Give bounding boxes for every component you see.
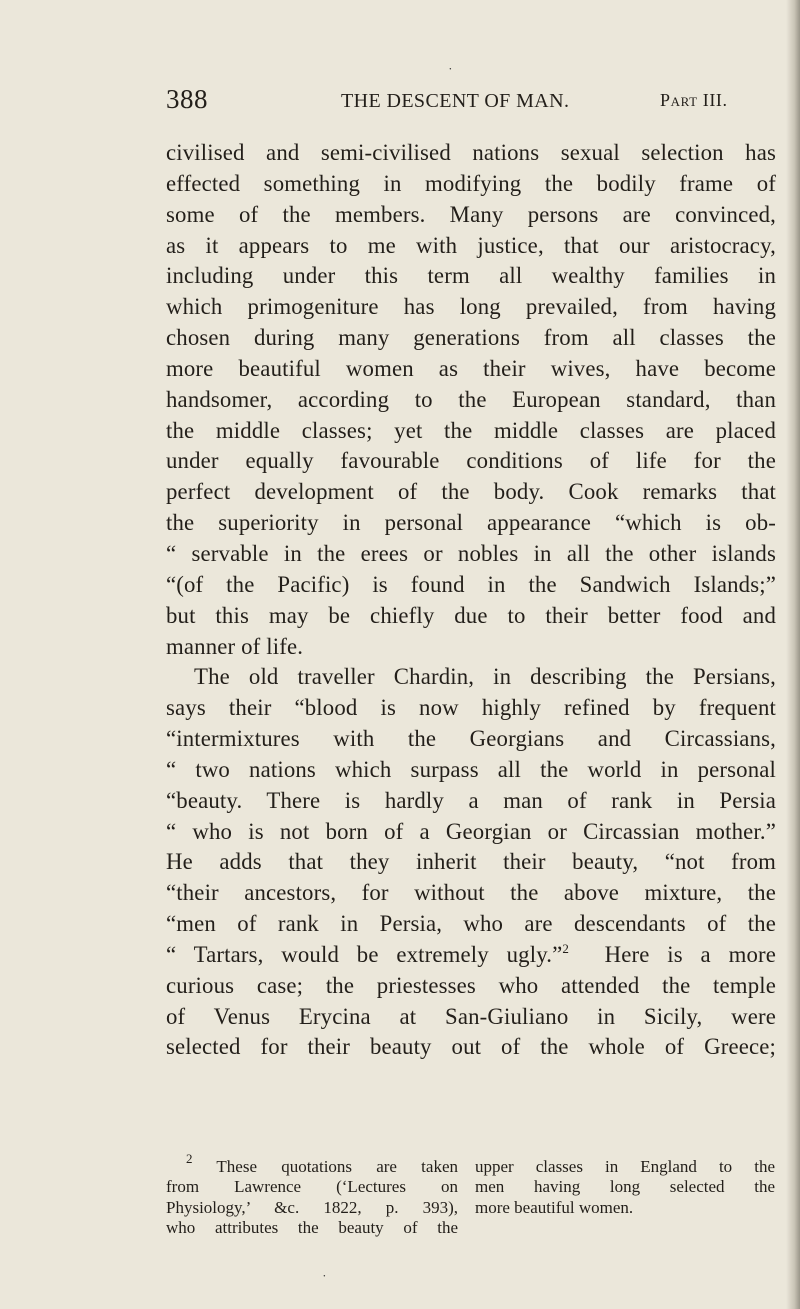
text-line: but this may be chiefly due to their better food and (166, 602, 776, 628)
text-line: “beauty. There is hardly a man of rank in Persia (166, 787, 776, 813)
text-line: The old traveller Chardin, in describing the Persians, (194, 664, 776, 690)
text-line: effected something in modifying the bodily frame of (166, 170, 776, 196)
text-line: of Venus Erycina at San-Giuliano in Sicily, were (166, 1003, 776, 1029)
text-line: “ servable in the erees or nobles in all the other islands (166, 540, 776, 566)
footnote-line: from Lawrence (‘Lectures on (166, 1177, 458, 1197)
text-line: says their “blood is now highly refined by frequent (166, 695, 776, 721)
footnote-column-left (166, 1151, 458, 1239)
text-line: including under this term all wealthy families in (166, 263, 776, 289)
footnote-line: Physiology,’ &c. 1822, p. 393), (166, 1197, 458, 1217)
page-header (166, 84, 800, 120)
footnote-line: more beautiful women. (475, 1197, 634, 1217)
text-line: manner of life. (166, 633, 304, 659)
footnote-line: men having long selected the (475, 1177, 775, 1197)
print-speck: ˙ (322, 1273, 327, 1288)
footnote-line: upper classes in England to the (475, 1157, 775, 1176)
text-line: chosen during many generations from all classes the (166, 325, 776, 351)
print-speck: ˙ (448, 66, 453, 81)
text-line: more beautiful women as their wives, have become (166, 355, 776, 381)
running-title: THE DESCENT OF MAN. (341, 90, 570, 112)
text-line: civilised and semi-civilised nations sexual selection has (166, 140, 776, 165)
text-line: “ two nations which surpass all the world in personal (166, 756, 776, 782)
page-edge-shadow (786, 0, 800, 1309)
text-line: as it appears to me with justice, that our aristocracy, (166, 232, 776, 258)
text-line: “their ancestors, for without the above mixture, the (166, 880, 776, 906)
text-line: some of the members. Many persons are convinced, (166, 201, 776, 227)
body-text (166, 138, 776, 1063)
page-number: 388 (166, 84, 208, 114)
footnote-line (166, 1151, 458, 1177)
text-line: selected for their beauty out of the whole of Greece; (166, 1034, 776, 1060)
footnote-reference: 2 (562, 940, 570, 956)
text-line: the superiority in personal appearance “which is ob- (166, 510, 776, 536)
text-line: “intermixtures with the Georgians and Circassians, (166, 726, 776, 752)
text-line: He adds that they inherit their beauty, “not from (166, 849, 776, 875)
text-line-with-footnote (166, 940, 776, 971)
text-line: perfect development of the body. Cook remarks that (166, 479, 776, 505)
text-line: “(of the Pacific) is found in the Sandwich Islands;” (166, 571, 776, 597)
text-line: under equally favourable conditions of life for the (166, 448, 776, 474)
text-line: which primogeniture has long prevailed, from having (166, 294, 776, 320)
footnote-line: who attributes the beauty of the (166, 1218, 458, 1238)
footnote-column-right (475, 1157, 775, 1218)
footnote-line-text: These quotations are taken (216, 1157, 458, 1176)
text-line: the middle classes; yet the middle classes are placed (166, 417, 776, 443)
text-line-start: “ Tartars, would be extremely ugly.” (166, 941, 563, 967)
part-label: Part III. (660, 90, 728, 110)
text-line: “ who is not born of a Georgian or Circassian mother.” (166, 818, 776, 844)
footnote-marker: 2 (186, 1151, 193, 1166)
text-line: handsomer, according to the European standard, than (166, 386, 776, 412)
text-line: curious case; the priestesses who attended the temple (166, 972, 776, 998)
text-line: “men of rank in Persia, who are descendants of the (166, 911, 776, 937)
text-line-end: Here is a more (604, 941, 777, 967)
